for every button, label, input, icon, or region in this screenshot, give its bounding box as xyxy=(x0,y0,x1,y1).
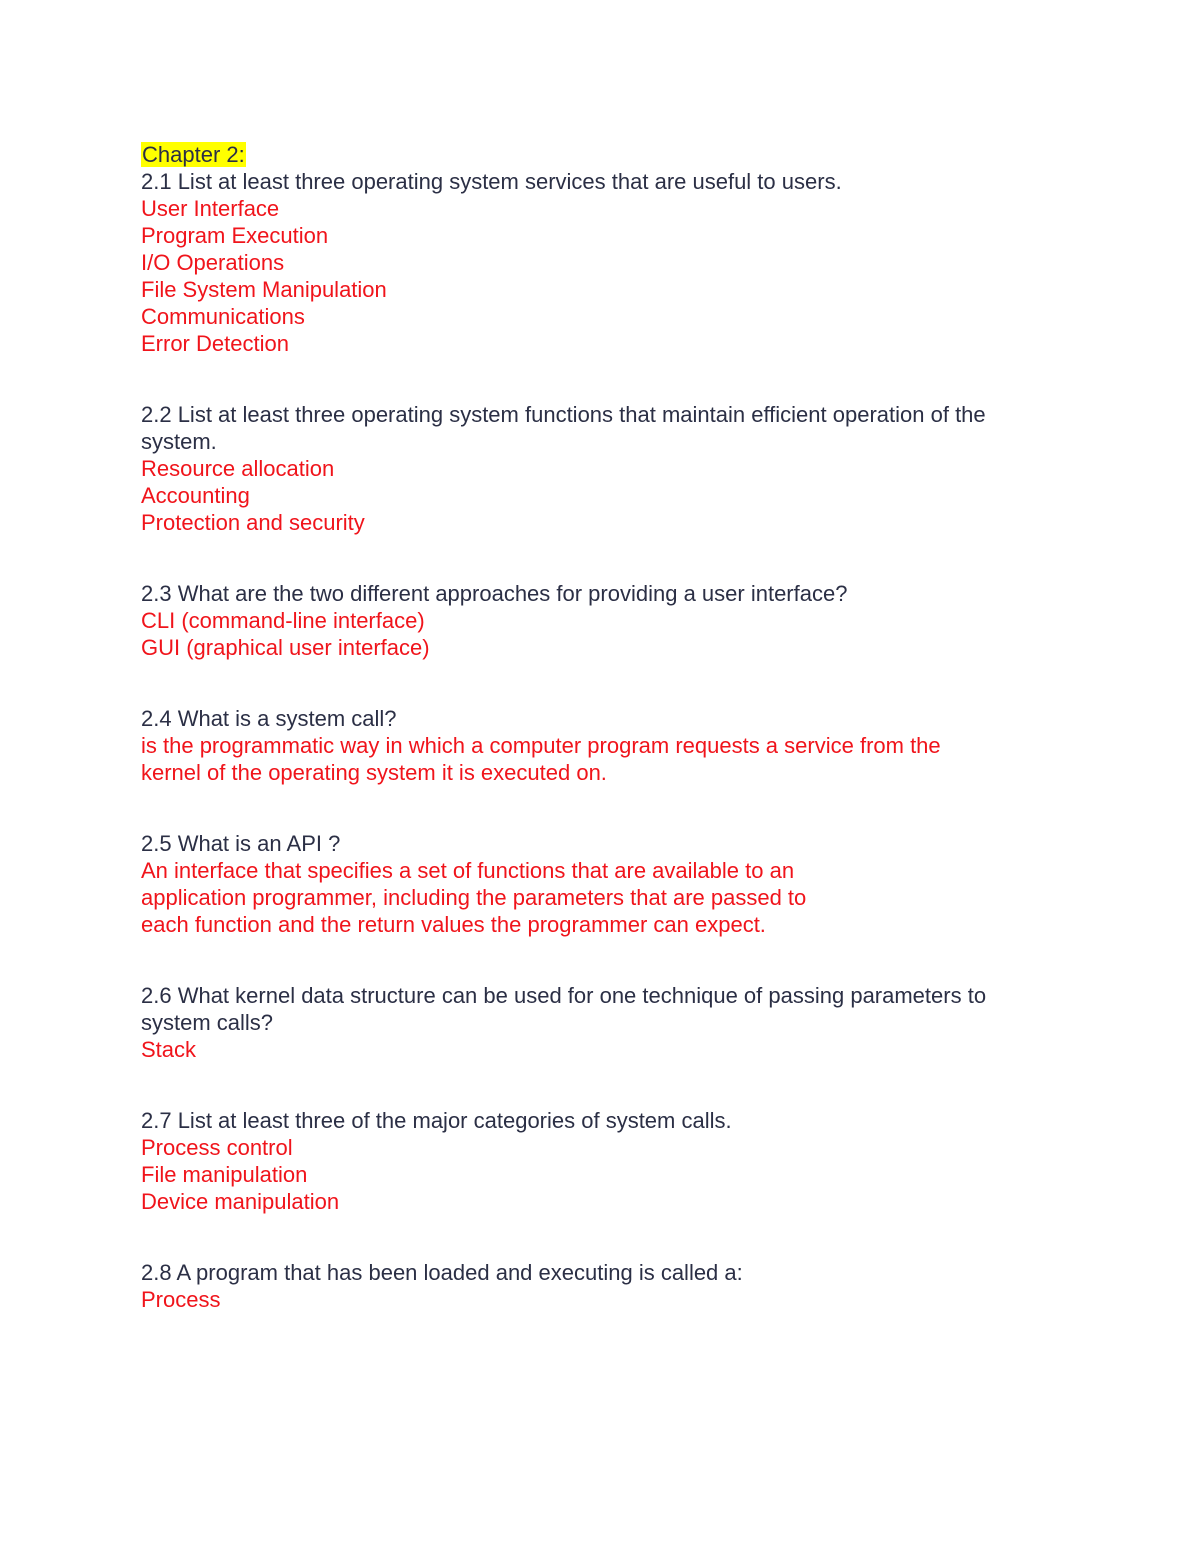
spacer xyxy=(141,357,1061,401)
document-page xyxy=(141,141,1061,1313)
answer-line: Program Execution xyxy=(141,223,329,248)
answer-line: I/O Operations xyxy=(141,250,285,275)
chapter-heading-block xyxy=(141,141,1061,168)
answer-line: An interface that specifies a set of functions that are available to an xyxy=(141,858,795,883)
question-text: 2.2 List at least three operating system functions that maintain efficient operation of the system. xyxy=(141,402,992,454)
answer-line: is the programmatic way in which a computer program requests a service from the xyxy=(141,733,941,758)
answer-line: Error Detection xyxy=(141,331,289,356)
question-text: 2.7 List at least three of the major categories of system calls. xyxy=(141,1108,732,1133)
spacer xyxy=(141,786,1061,830)
spacer xyxy=(141,1215,1061,1259)
answer-line: Process xyxy=(141,1287,221,1312)
answer-line: Accounting xyxy=(141,483,250,508)
answer-line: Protection and security xyxy=(141,510,365,535)
chapter-title: Chapter 2: xyxy=(142,142,245,167)
spacer xyxy=(141,536,1061,580)
question-block-2-1 xyxy=(141,168,1061,357)
question-block-2-3 xyxy=(141,580,1061,661)
question-text: 2.5 What is an API ? xyxy=(141,831,341,856)
question-text: 2.4 What is a system call? xyxy=(141,706,397,731)
answer-line: User Interface xyxy=(141,196,280,221)
answer-line: application programmer, including the parameters that are passed to xyxy=(141,885,807,910)
answer-line: Communications xyxy=(141,304,305,329)
question-text: 2.8 A program that has been loaded and executing is called a: xyxy=(141,1260,743,1285)
question-text: 2.1 List at least three operating system services that are useful to users. xyxy=(141,169,842,194)
question-block-2-8 xyxy=(141,1259,1061,1313)
answer-line: File System Manipulation xyxy=(141,277,387,302)
answer-line: CLI (command-line interface) xyxy=(141,608,425,633)
answer-line: each function and the return values the programmer can expect. xyxy=(141,912,766,937)
answer-line: File manipulation xyxy=(141,1162,308,1187)
answer-line: Device manipulation xyxy=(141,1189,340,1214)
answer-line: Process control xyxy=(141,1135,293,1160)
spacer xyxy=(141,1063,1061,1107)
question-text: 2.6 What kernel data structure can be used for one technique of passing parameters to system calls? xyxy=(141,983,993,1035)
answer-line: Stack xyxy=(141,1037,197,1062)
question-block-2-6 xyxy=(141,982,1061,1063)
question-block-2-4 xyxy=(141,705,1061,786)
answer-line: GUI (graphical user interface) xyxy=(141,635,430,660)
spacer xyxy=(141,661,1061,705)
question-block-2-2 xyxy=(141,401,1061,536)
question-text: 2.3 What are the two different approaches for providing a user interface? xyxy=(141,581,848,606)
question-block-2-5 xyxy=(141,830,1061,938)
answer-line: Resource allocation xyxy=(141,456,335,481)
question-block-2-7 xyxy=(141,1107,1061,1215)
spacer xyxy=(141,938,1061,982)
answer-line: kernel of the operating system it is executed on. xyxy=(141,760,607,785)
